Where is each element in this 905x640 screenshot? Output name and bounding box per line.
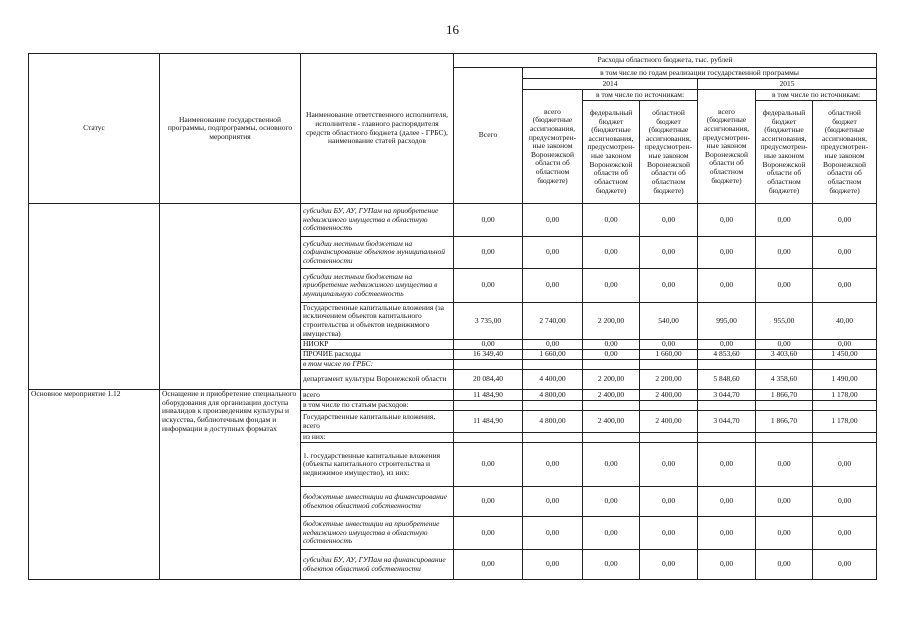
row-regional-2015: 0,00	[813, 443, 877, 487]
row-all-2014: 0,00	[523, 487, 583, 517]
row-federal-2015	[756, 360, 813, 370]
row-name: Государственные капитальные вложения, всего	[301, 411, 454, 433]
row-regional-2015: 1 450,00	[813, 350, 877, 360]
row-total: 0,00	[454, 269, 523, 303]
row-federal-2014	[583, 401, 640, 411]
row-federal-2014: 0,00	[583, 340, 640, 350]
row-regional-2014: 2 400,00	[640, 390, 698, 401]
row-name: в том числе по статьям расходов:	[301, 401, 454, 411]
row-federal-2014: 0,00	[583, 443, 640, 487]
table-row	[29, 204, 877, 237]
header-col-regional-2015: областной бюджет (бюджетные ассигнования, предусмотрен-ные законом Воронежской области об областном бюджете)	[813, 101, 877, 204]
row-name: субсидии БУ, АУ, ГУПам на приобретение недвижимого имущества в областную собственность	[301, 204, 454, 237]
row-total: 0,00	[454, 487, 523, 517]
row-all-2015: 5 848,60	[698, 370, 756, 390]
row-federal-2015: 1 866,70	[756, 411, 813, 433]
row-all-2014: 0,00	[523, 517, 583, 550]
row-federal-2014: 0,00	[583, 487, 640, 517]
row-all-2015: 4 853,60	[698, 350, 756, 360]
row-all-2014: 1 660,00	[523, 350, 583, 360]
row-all-2014	[523, 360, 583, 370]
row-all-2014: 0,00	[523, 550, 583, 580]
row-federal-2014: 0,00	[583, 550, 640, 580]
row-federal-2014	[583, 433, 640, 443]
row-name: ПРОЧИЕ расходы	[301, 350, 454, 360]
header-by-sources-2015: в том числе по источникам:	[756, 90, 877, 101]
row-federal-2015: 0,00	[756, 443, 813, 487]
row-regional-2014: 0,00	[640, 340, 698, 350]
row-all-2015: 0,00	[698, 443, 756, 487]
row-name: субсидии БУ, АУ, ГУПам на финансирование объектов областной собственности	[301, 550, 454, 580]
row-regional-2014: 540,00	[640, 303, 698, 340]
row-all-2014: 2 740,00	[523, 303, 583, 340]
row-federal-2014	[583, 360, 640, 370]
row-regional-2015: 0,00	[813, 487, 877, 517]
row-name: бюджетные инвестиции на приобретение недвижимого имущества в областную собственность	[301, 517, 454, 550]
status-cell: Основное мероприятие 1.12	[29, 390, 160, 580]
header-program-name: Наименование государственной программы, подпрограммы, основного мероприятия	[160, 54, 301, 204]
header-by-sources-2014: в том числе по источникам:	[583, 90, 698, 101]
row-total	[454, 360, 523, 370]
row-all-2014: 0,00	[523, 269, 583, 303]
row-all-2015: 0,00	[698, 517, 756, 550]
row-federal-2015: 1 866,70	[756, 390, 813, 401]
row-all-2015: 0,00	[698, 269, 756, 303]
row-all-2014: 0,00	[523, 204, 583, 237]
row-federal-2015	[756, 401, 813, 411]
header-status: Статус	[29, 54, 160, 204]
header-col-all-2014: всего (бюджетные ассигнования, предусмотрен-ные законом Воронежской области об областном бюджете)	[523, 90, 583, 204]
budget-table	[28, 53, 877, 580]
row-total	[454, 401, 523, 411]
row-all-2015: 3 044,70	[698, 390, 756, 401]
row-regional-2015: 40,00	[813, 303, 877, 340]
row-federal-2014: 0,00	[583, 237, 640, 269]
row-regional-2014: 0,00	[640, 204, 698, 237]
row-regional-2015: 0,00	[813, 517, 877, 550]
row-all-2015: 0,00	[698, 204, 756, 237]
row-federal-2014: 0,00	[583, 269, 640, 303]
row-regional-2015: 1 178,00	[813, 390, 877, 401]
header-year-2014: 2014	[523, 79, 698, 90]
row-regional-2014: 0,00	[640, 517, 698, 550]
row-all-2014: 0,00	[523, 340, 583, 350]
row-regional-2015: 0,00	[813, 550, 877, 580]
row-federal-2014: 2 200,00	[583, 370, 640, 390]
program-cell	[160, 204, 301, 390]
row-all-2014: 4 800,00	[523, 411, 583, 433]
row-federal-2015: 0,00	[756, 237, 813, 269]
row-name: субсидии местным бюджетам на софинансирование объектов муниципальной собственности	[301, 237, 454, 269]
row-federal-2015: 955,00	[756, 303, 813, 340]
row-regional-2014: 0,00	[640, 237, 698, 269]
row-all-2015: 0,00	[698, 340, 756, 350]
row-total: 0,00	[454, 340, 523, 350]
row-regional-2014: 0,00	[640, 487, 698, 517]
header-col-federal-2015: федеральный бюджет (бюджетные ассигнования, предусмотрен-ные законом Воронежской области об областном бюджете)	[756, 101, 813, 204]
row-federal-2014: 2 400,00	[583, 390, 640, 401]
header-expenses-title: Расходы областного бюджета, тыс. рублей	[454, 54, 877, 68]
row-federal-2015: 0,00	[756, 550, 813, 580]
row-federal-2015: 0,00	[756, 487, 813, 517]
row-total: 0,00	[454, 517, 523, 550]
row-all-2015	[698, 433, 756, 443]
table-row	[29, 390, 877, 401]
header-col-federal-2014: федеральный бюджет (бюджетные ассигнования, предусмотрен-ные законом Воронежской области об областном бюджете)	[583, 101, 640, 204]
row-total: 3 735,00	[454, 303, 523, 340]
row-all-2014: 0,00	[523, 443, 583, 487]
row-regional-2014: 1 660,00	[640, 350, 698, 360]
row-regional-2015: 1 178,00	[813, 411, 877, 433]
row-all-2015: 0,00	[698, 237, 756, 269]
row-federal-2015: 0,00	[756, 269, 813, 303]
row-all-2015: 0,00	[698, 487, 756, 517]
row-regional-2014	[640, 401, 698, 411]
row-federal-2014: 2 400,00	[583, 411, 640, 433]
row-regional-2014: 2 400,00	[640, 411, 698, 433]
row-federal-2015	[756, 433, 813, 443]
row-name: всего	[301, 390, 454, 401]
row-regional-2015: 0,00	[813, 237, 877, 269]
row-all-2015: 3 044,70	[698, 411, 756, 433]
row-regional-2015: 0,00	[813, 340, 877, 350]
header-year-2015: 2015	[698, 79, 877, 90]
page-number: 16	[446, 22, 459, 37]
row-total: 11 484,90	[454, 411, 523, 433]
row-name: из них:	[301, 433, 454, 443]
row-regional-2015	[813, 433, 877, 443]
row-total: 0,00	[454, 550, 523, 580]
row-regional-2015	[813, 401, 877, 411]
row-total: 11 484,90	[454, 390, 523, 401]
row-name: департамент культуры Воронежской области	[301, 370, 454, 390]
row-total: 0,00	[454, 204, 523, 237]
row-regional-2014	[640, 433, 698, 443]
row-regional-2014	[640, 360, 698, 370]
row-all-2014	[523, 401, 583, 411]
row-regional-2014: 2 200,00	[640, 370, 698, 390]
row-total: 0,00	[454, 237, 523, 269]
status-cell	[29, 204, 160, 390]
row-all-2014: 4 400,00	[523, 370, 583, 390]
header-total: Всего	[454, 68, 523, 204]
header-col-all-2015: всего (бюджетные ассигнования, предусмотрен-ные законом Воронежской области об областном бюджете)	[698, 90, 756, 204]
row-all-2014: 0,00	[523, 237, 583, 269]
header-col-regional-2014: областной бюджет (бюджетные ассигнования, предусмотрен-ные законом Воронежской области об областном бюджете)	[640, 101, 698, 204]
row-total: 16 349,40	[454, 350, 523, 360]
row-total: 20 084,40	[454, 370, 523, 390]
header-executor: Наименование ответственного исполнителя, исполнителя - главного распорядителя средств областного бюджета (далее - ГРБС), наименование статей расходов	[301, 54, 454, 204]
row-regional-2015: 1 490,00	[813, 370, 877, 390]
row-name: 1. государственные капитальные вложения (объекты капитального строительства и недвижимое имущество), из них:	[301, 443, 454, 487]
row-regional-2015	[813, 360, 877, 370]
row-regional-2015: 0,00	[813, 204, 877, 237]
row-federal-2014: 0,00	[583, 350, 640, 360]
row-name: в том числе по ГРБС:	[301, 360, 454, 370]
header-by-years: в том числе по годам реализации государственной программы	[523, 68, 877, 79]
row-federal-2015: 0,00	[756, 340, 813, 350]
row-federal-2015: 4 358,60	[756, 370, 813, 390]
row-name: субсидии местным бюджетам на приобретение недвижимого имущества в муниципальную собственность	[301, 269, 454, 303]
program-cell: Оснащение и приобретение специального оборудования для организации доступа инвалидов к произведениям культуры и искусства, библиотечным фондам и информации в доступных форматах	[160, 390, 301, 580]
row-all-2015	[698, 401, 756, 411]
row-federal-2014: 2 200,00	[583, 303, 640, 340]
row-name: бюджетные инвестиции на финансирование объектов областной собственности	[301, 487, 454, 517]
row-federal-2015: 0,00	[756, 204, 813, 237]
row-federal-2014: 0,00	[583, 517, 640, 550]
row-all-2015: 995,00	[698, 303, 756, 340]
row-all-2014: 4 800,00	[523, 390, 583, 401]
row-federal-2014: 0,00	[583, 204, 640, 237]
row-regional-2014: 0,00	[640, 443, 698, 487]
row-regional-2014: 0,00	[640, 269, 698, 303]
row-total: 0,00	[454, 443, 523, 487]
row-name: НИОКР	[301, 340, 454, 350]
row-federal-2015: 3 403,60	[756, 350, 813, 360]
row-total	[454, 433, 523, 443]
row-federal-2015: 0,00	[756, 517, 813, 550]
row-name: Государственные капитальные вложения (за исключением объектов капитального строительства и объектов недвижимого имущества)	[301, 303, 454, 340]
row-all-2014	[523, 433, 583, 443]
row-all-2015: 0,00	[698, 550, 756, 580]
row-regional-2015: 0,00	[813, 269, 877, 303]
row-regional-2014: 0,00	[640, 550, 698, 580]
row-all-2015	[698, 360, 756, 370]
